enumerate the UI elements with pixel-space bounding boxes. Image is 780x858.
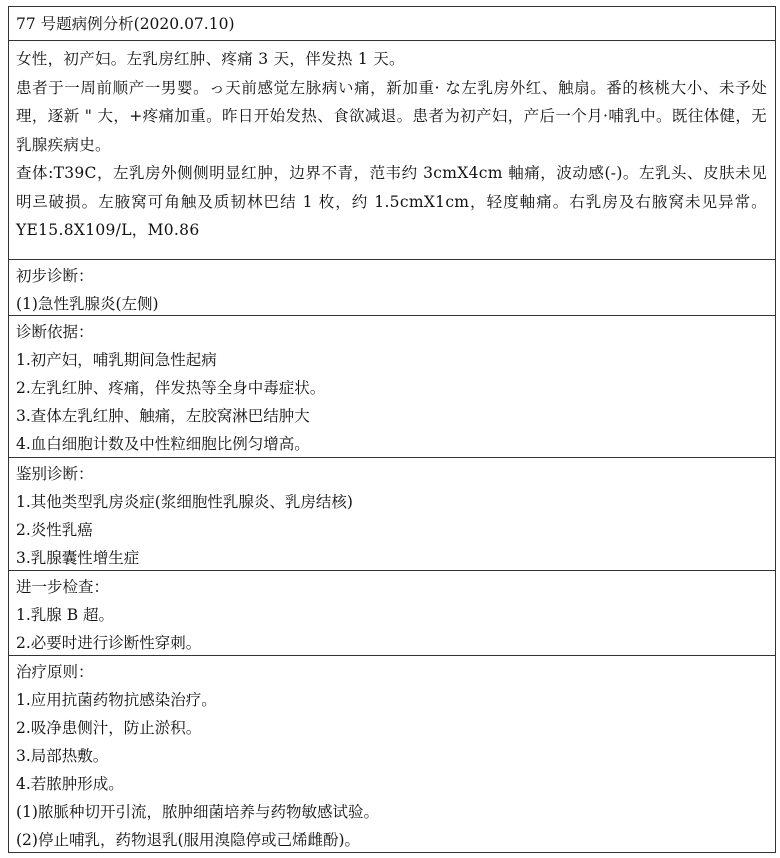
title-section xyxy=(9,6,775,40)
further-exam-section xyxy=(9,570,775,655)
list-item: 2.吸净患侧汁，防止淤积。 xyxy=(16,719,202,737)
list-item: 3.查体左乳红肿、触痛，左胶窝淋巴结肿大 xyxy=(16,407,310,425)
differential-diagnosis-section xyxy=(9,457,775,570)
case-analysis-document xyxy=(8,6,776,853)
section-heading: 初步诊断： xyxy=(16,267,94,285)
physical-exam: 查体:T39C，左乳房外侧侧明显红肿，边界不青，范韦约 3cmX4cm 軸痛，波动感(-)。左乳头、皮肤未见明르破损。左腋窝可角触及质韧林巴结 1 枚，约 1.5cmX1cm，轻度軸痛。右乳房及右腋窝未见异常。YE15.8X109/L，M0.86 xyxy=(16,164,767,239)
list-item: 1.应用抗菌药物抗感染治疗。 xyxy=(16,691,217,709)
document-title: 77 号题病例分析(2020.07.10) xyxy=(16,15,235,33)
section-heading: 鉴别诊断： xyxy=(16,465,94,483)
diagnosis-basis-section xyxy=(9,315,775,457)
chief-complaint: 女性，初产妇。左乳房红肿、疼痛 3 天，伴发热 1 天。 xyxy=(16,50,405,68)
list-item: 4.血白细胞计数及中性粒细胞比例匀增高。 xyxy=(16,435,310,453)
list-item: (1)脓脈种切开引流，脓肿细菌培养与药物敏感试验。 xyxy=(16,803,379,821)
section-heading: 进一步检查： xyxy=(16,578,110,596)
list-item: 2.必要时进行诊断性穿刺。 xyxy=(16,634,202,652)
list-item: (1)急性乳腺炎(左侧) xyxy=(16,295,159,313)
section-heading: 诊断依据： xyxy=(16,323,94,341)
case-description-section xyxy=(9,40,775,259)
list-item: 3.乳腺囊性增生症 xyxy=(16,549,140,567)
treatment-section xyxy=(9,655,775,853)
list-item: 1.其他类型乳房炎症(浆细胞性乳腺炎、乳房结核) xyxy=(16,493,353,511)
list-item: 1.乳腺 B 超。 xyxy=(16,606,115,624)
list-item: 1.初产妇，哺乳期间急性起病 xyxy=(16,351,217,369)
list-item: 2.左乳红肿、疼痛，伴发热等全身中毒症状。 xyxy=(16,379,326,397)
present-history: 患者于一周前顺产一男婴。っ天前感觉左脉病い痛，新加重· な左乳房外红、触扇。番的核桃大小、未予处理，逐新 " 大，+疼痛加重。昨日开始发热、食欲减退。患者为初产妇，产后一个月·哺乳中。既往体健，无乳腺疾病史。 xyxy=(16,78,767,154)
preliminary-diagnosis-section xyxy=(9,259,775,315)
list-item: 4.若脓肿形成。 xyxy=(16,775,124,793)
list-item: (2)停止哺乳，药物退乳(服用溴隐停或己烯雌酚)。 xyxy=(16,831,361,849)
list-item: 3.局部热敷。 xyxy=(16,747,109,765)
list-item: 2.炎性乳癌 xyxy=(16,521,93,539)
section-heading: 治疗原则： xyxy=(16,663,94,681)
